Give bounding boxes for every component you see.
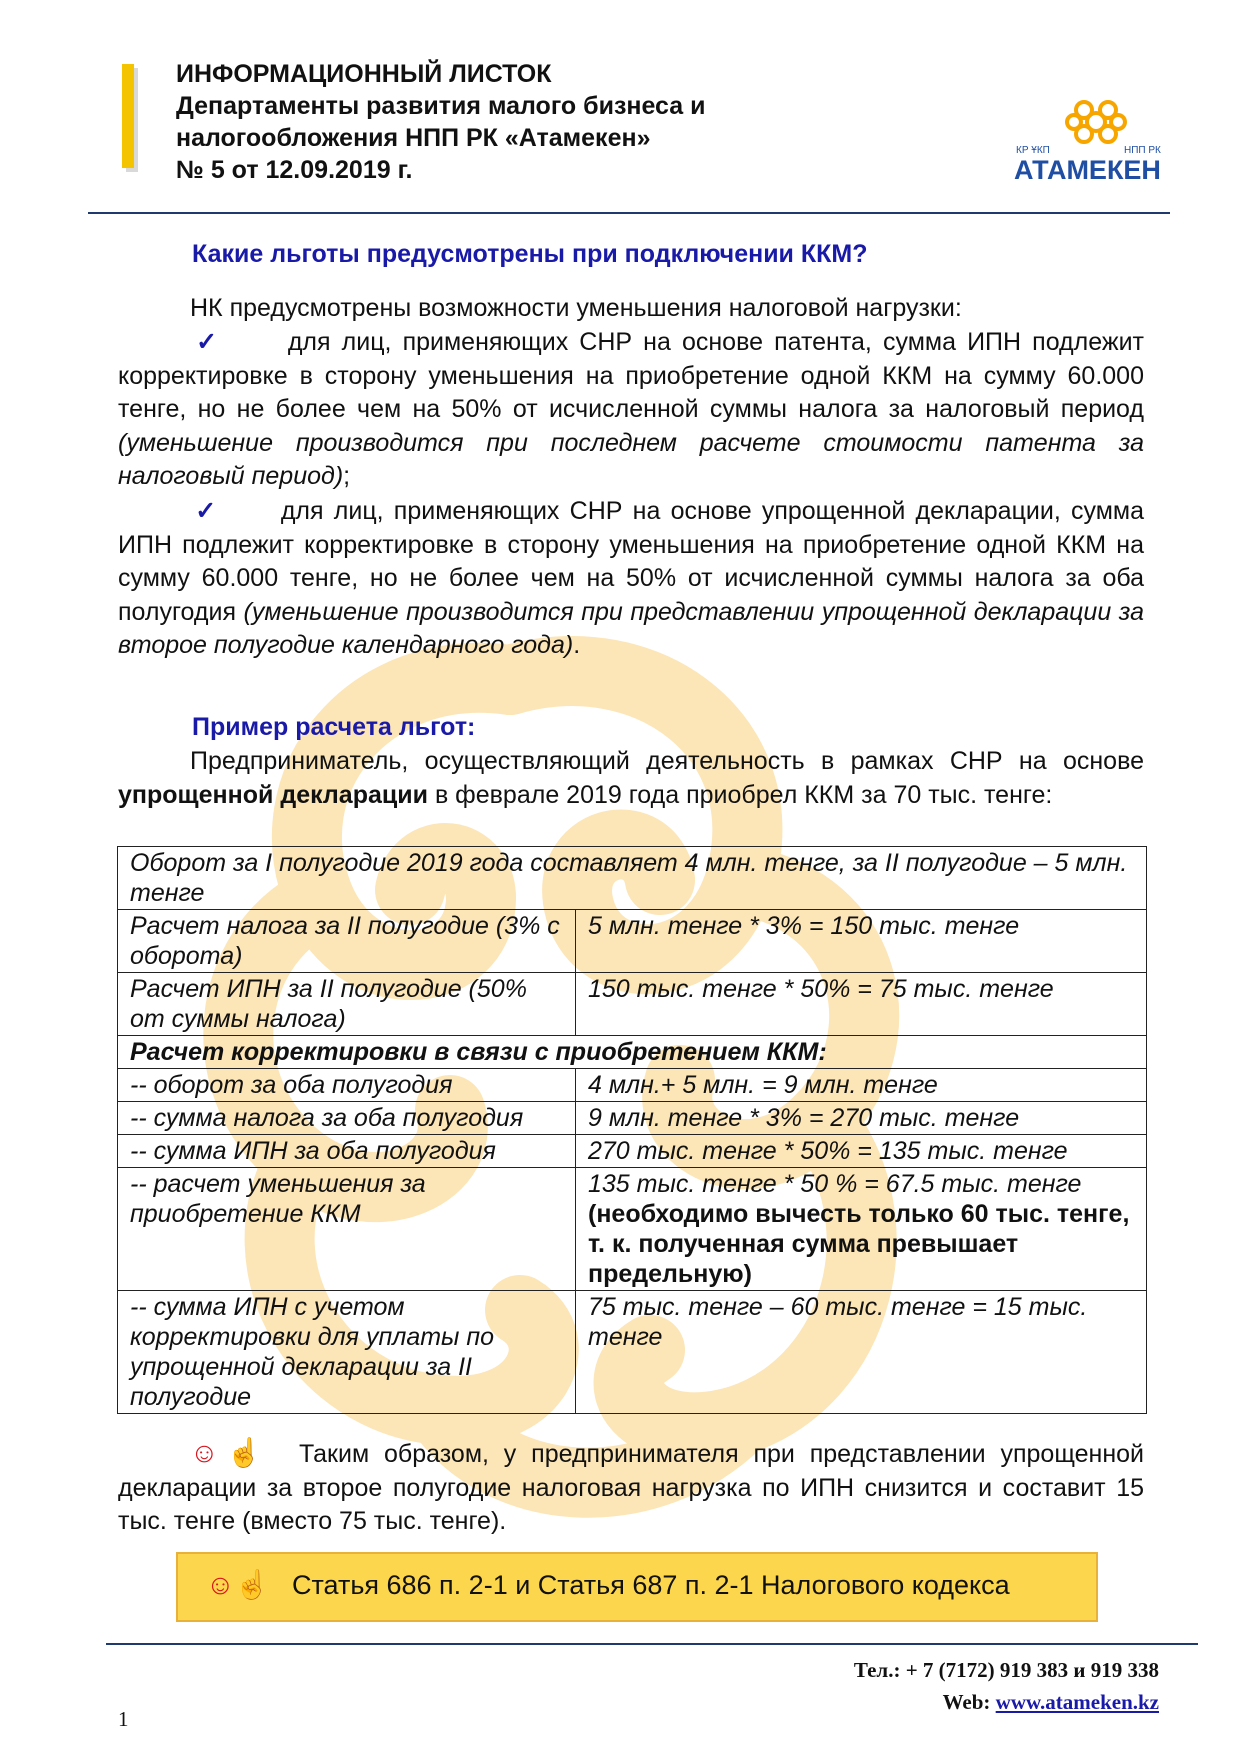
reduction-calc: 135 тыс. тенге * 50 % = 67.5 тыс. тенге bbox=[588, 1170, 1082, 1198]
header-department-line2: налогообложения НПП РК «Атамекен» bbox=[176, 124, 651, 152]
checkmark-icon: ✓ bbox=[192, 497, 220, 525]
table-row bbox=[118, 847, 1147, 910]
header-issue-number: № 5 от 12.09.2019 г. bbox=[176, 156, 413, 184]
table-cell-value: 5 млн. тенге * 3% = 150 тыс. тенге bbox=[576, 910, 1147, 973]
benefit-item-simplified-end: . bbox=[573, 631, 581, 659]
footer-divider bbox=[106, 1643, 1198, 1645]
logo-right-caption: НПП РК bbox=[1124, 145, 1161, 156]
table-cell-label: -- оборот за оба полугодия bbox=[118, 1069, 576, 1102]
legal-reference-text: Статья 686 п. 2-1 и Статья 687 п. 2-1 Налогового кодекса bbox=[291, 1570, 1010, 1600]
header-divider bbox=[88, 212, 1170, 214]
table-row bbox=[118, 1291, 1147, 1414]
table-row bbox=[118, 1135, 1147, 1168]
table-cell-value: 9 млн. тенге * 3% = 270 тыс. тенге bbox=[576, 1102, 1147, 1135]
table-cell-value: 150 тыс. тенге * 50% = 75 тыс. тенге bbox=[576, 973, 1147, 1036]
smiley-pointing-icon: ☺☝ bbox=[190, 1437, 270, 1468]
logo-wordmark: АТАМЕКЕН bbox=[1014, 155, 1161, 185]
table-cell-label: -- сумма ИПН за оба полугодия bbox=[118, 1135, 576, 1168]
benefit-item-patent-text: для лиц, применяющих СНР на основе патента, сумма ИПН подлежит корректировке в сторону уменьшения на приобретение одной ККМ на сумму 60.000 тенге, но не более чем на 50% от исчисленной суммы налога за налоговый период bbox=[118, 328, 1144, 423]
conclusion-paragraph bbox=[118, 1436, 1144, 1539]
benefits-intro-text: НК предусмотрены возможности уменьшения налоговой нагрузки: bbox=[190, 294, 962, 322]
logo-left-caption: КР ҰКП bbox=[1016, 145, 1050, 156]
table-row bbox=[118, 910, 1147, 973]
document-header bbox=[176, 58, 705, 186]
table-cell-label: -- сумма налога за оба полугодия bbox=[118, 1102, 576, 1135]
benefit-item-simplified-note: (уменьшение производится при представлении упрощенной декларации за второе полугодие календарного года) bbox=[118, 597, 1145, 659]
table-header-cell: Оборот за I полугодие 2019 года составляет 4 млн. тенге, за II полугодие – 5 млн. тенге bbox=[118, 847, 1147, 910]
footer-phone: Тел.: + 7 (7172) 919 383 и 919 338 bbox=[853, 1658, 1159, 1682]
example-intro-bold: упрощенной декларации bbox=[118, 780, 428, 809]
benefits-intro bbox=[118, 292, 1144, 326]
example-intro-text: Предприниматель, осуществляющий деятельность в рамках СНР на основе bbox=[190, 747, 1144, 775]
section-title-benefits: Какие льготы предусмотрены при подключении ККМ? bbox=[192, 240, 868, 268]
benefit-item-patent-end: ; bbox=[343, 462, 351, 490]
example-intro-end: в феврале 2019 года приобрел ККМ за 70 тыс. тенге: bbox=[434, 780, 1053, 809]
table-cell-value: 270 тыс. тенге * 50% = 135 тыс. тенге bbox=[576, 1135, 1147, 1168]
table-cell-label: Расчет ИПН за II полугодие (50% от суммы налога) bbox=[118, 973, 576, 1036]
table-cell-value bbox=[576, 1168, 1147, 1291]
table-row bbox=[118, 1036, 1147, 1069]
section-title-example: Пример расчета льгот: bbox=[192, 713, 476, 741]
footer-web-label: Web: bbox=[942, 1690, 991, 1714]
header-department-line1: Департаменты развития малого бизнеса и bbox=[176, 92, 706, 120]
table-row bbox=[118, 1069, 1147, 1102]
legal-reference bbox=[206, 1568, 1010, 1601]
atameken-logo bbox=[1014, 96, 1164, 186]
benefit-item-simplified-text: для лиц, применяющих СНР на основе упрощенной декларации, сумма ИПН подлежит корректировке в сторону уменьшения на приобретение одной ККМ на сумму 60.000 тенге, но не более чем на 50% от исчисленной суммы налога за оба полугодия bbox=[118, 497, 1144, 626]
table-cell-value: 4 млн.+ 5 млн. = 9 млн. тенге bbox=[576, 1069, 1147, 1102]
table-row bbox=[118, 1102, 1147, 1135]
calculation-table bbox=[117, 846, 1147, 1414]
table-subheader-text: Расчет корректировки в связи с приобретением ККМ: bbox=[130, 1038, 827, 1066]
benefit-item-patent-note: (уменьшение производится при последнем расчете стоимости патента за налоговый период) bbox=[118, 428, 1144, 490]
website-link[interactable]: www.atameken.kz bbox=[995, 1690, 1159, 1714]
table-cell-value: 75 тыс. тенге – 60 тыс. тенге = 15 тыс. тенге bbox=[576, 1291, 1147, 1414]
table-cell-label: -- сумма ИПН с учетом корректировки для уплаты по упрощенной декларации за II полугодие bbox=[118, 1291, 576, 1414]
header-title: ИНФОРМАЦИОННЫЙ ЛИСТОК bbox=[176, 60, 552, 88]
table-subheader-cell bbox=[118, 1036, 1147, 1069]
checkmark-icon: ✓ bbox=[192, 328, 222, 356]
atameken-emblem-icon bbox=[1014, 96, 1164, 186]
benefit-item-patent bbox=[118, 326, 1144, 494]
table-cell-label: -- расчет уменьшения за приобретение ККМ bbox=[118, 1168, 576, 1291]
conclusion-text: Таким образом, у предпринимателя при представлении упрощенной декларации за второе полугодие налоговая нагрузка по ИПН снизится и составит 15 тыс. тенге (вместо 75 тыс. тенге). bbox=[118, 1440, 1144, 1535]
benefit-item-simplified bbox=[118, 495, 1144, 663]
smiley-pointing-icon: ☺☝ bbox=[206, 1569, 270, 1600]
table-cell-label: Расчет налога за II полугодие (3% с оборота) bbox=[118, 910, 576, 973]
page-number: 1 bbox=[118, 1707, 129, 1731]
footer-web bbox=[943, 1690, 1159, 1715]
table-row bbox=[118, 1168, 1147, 1291]
reduction-note: (необходимо вычесть только 60 тыс. тенге, т. к. полученная сумма превышает предельную) bbox=[588, 1200, 1130, 1288]
example-intro bbox=[118, 745, 1144, 812]
header-accent-bar bbox=[122, 64, 134, 168]
table-row bbox=[118, 973, 1147, 1036]
